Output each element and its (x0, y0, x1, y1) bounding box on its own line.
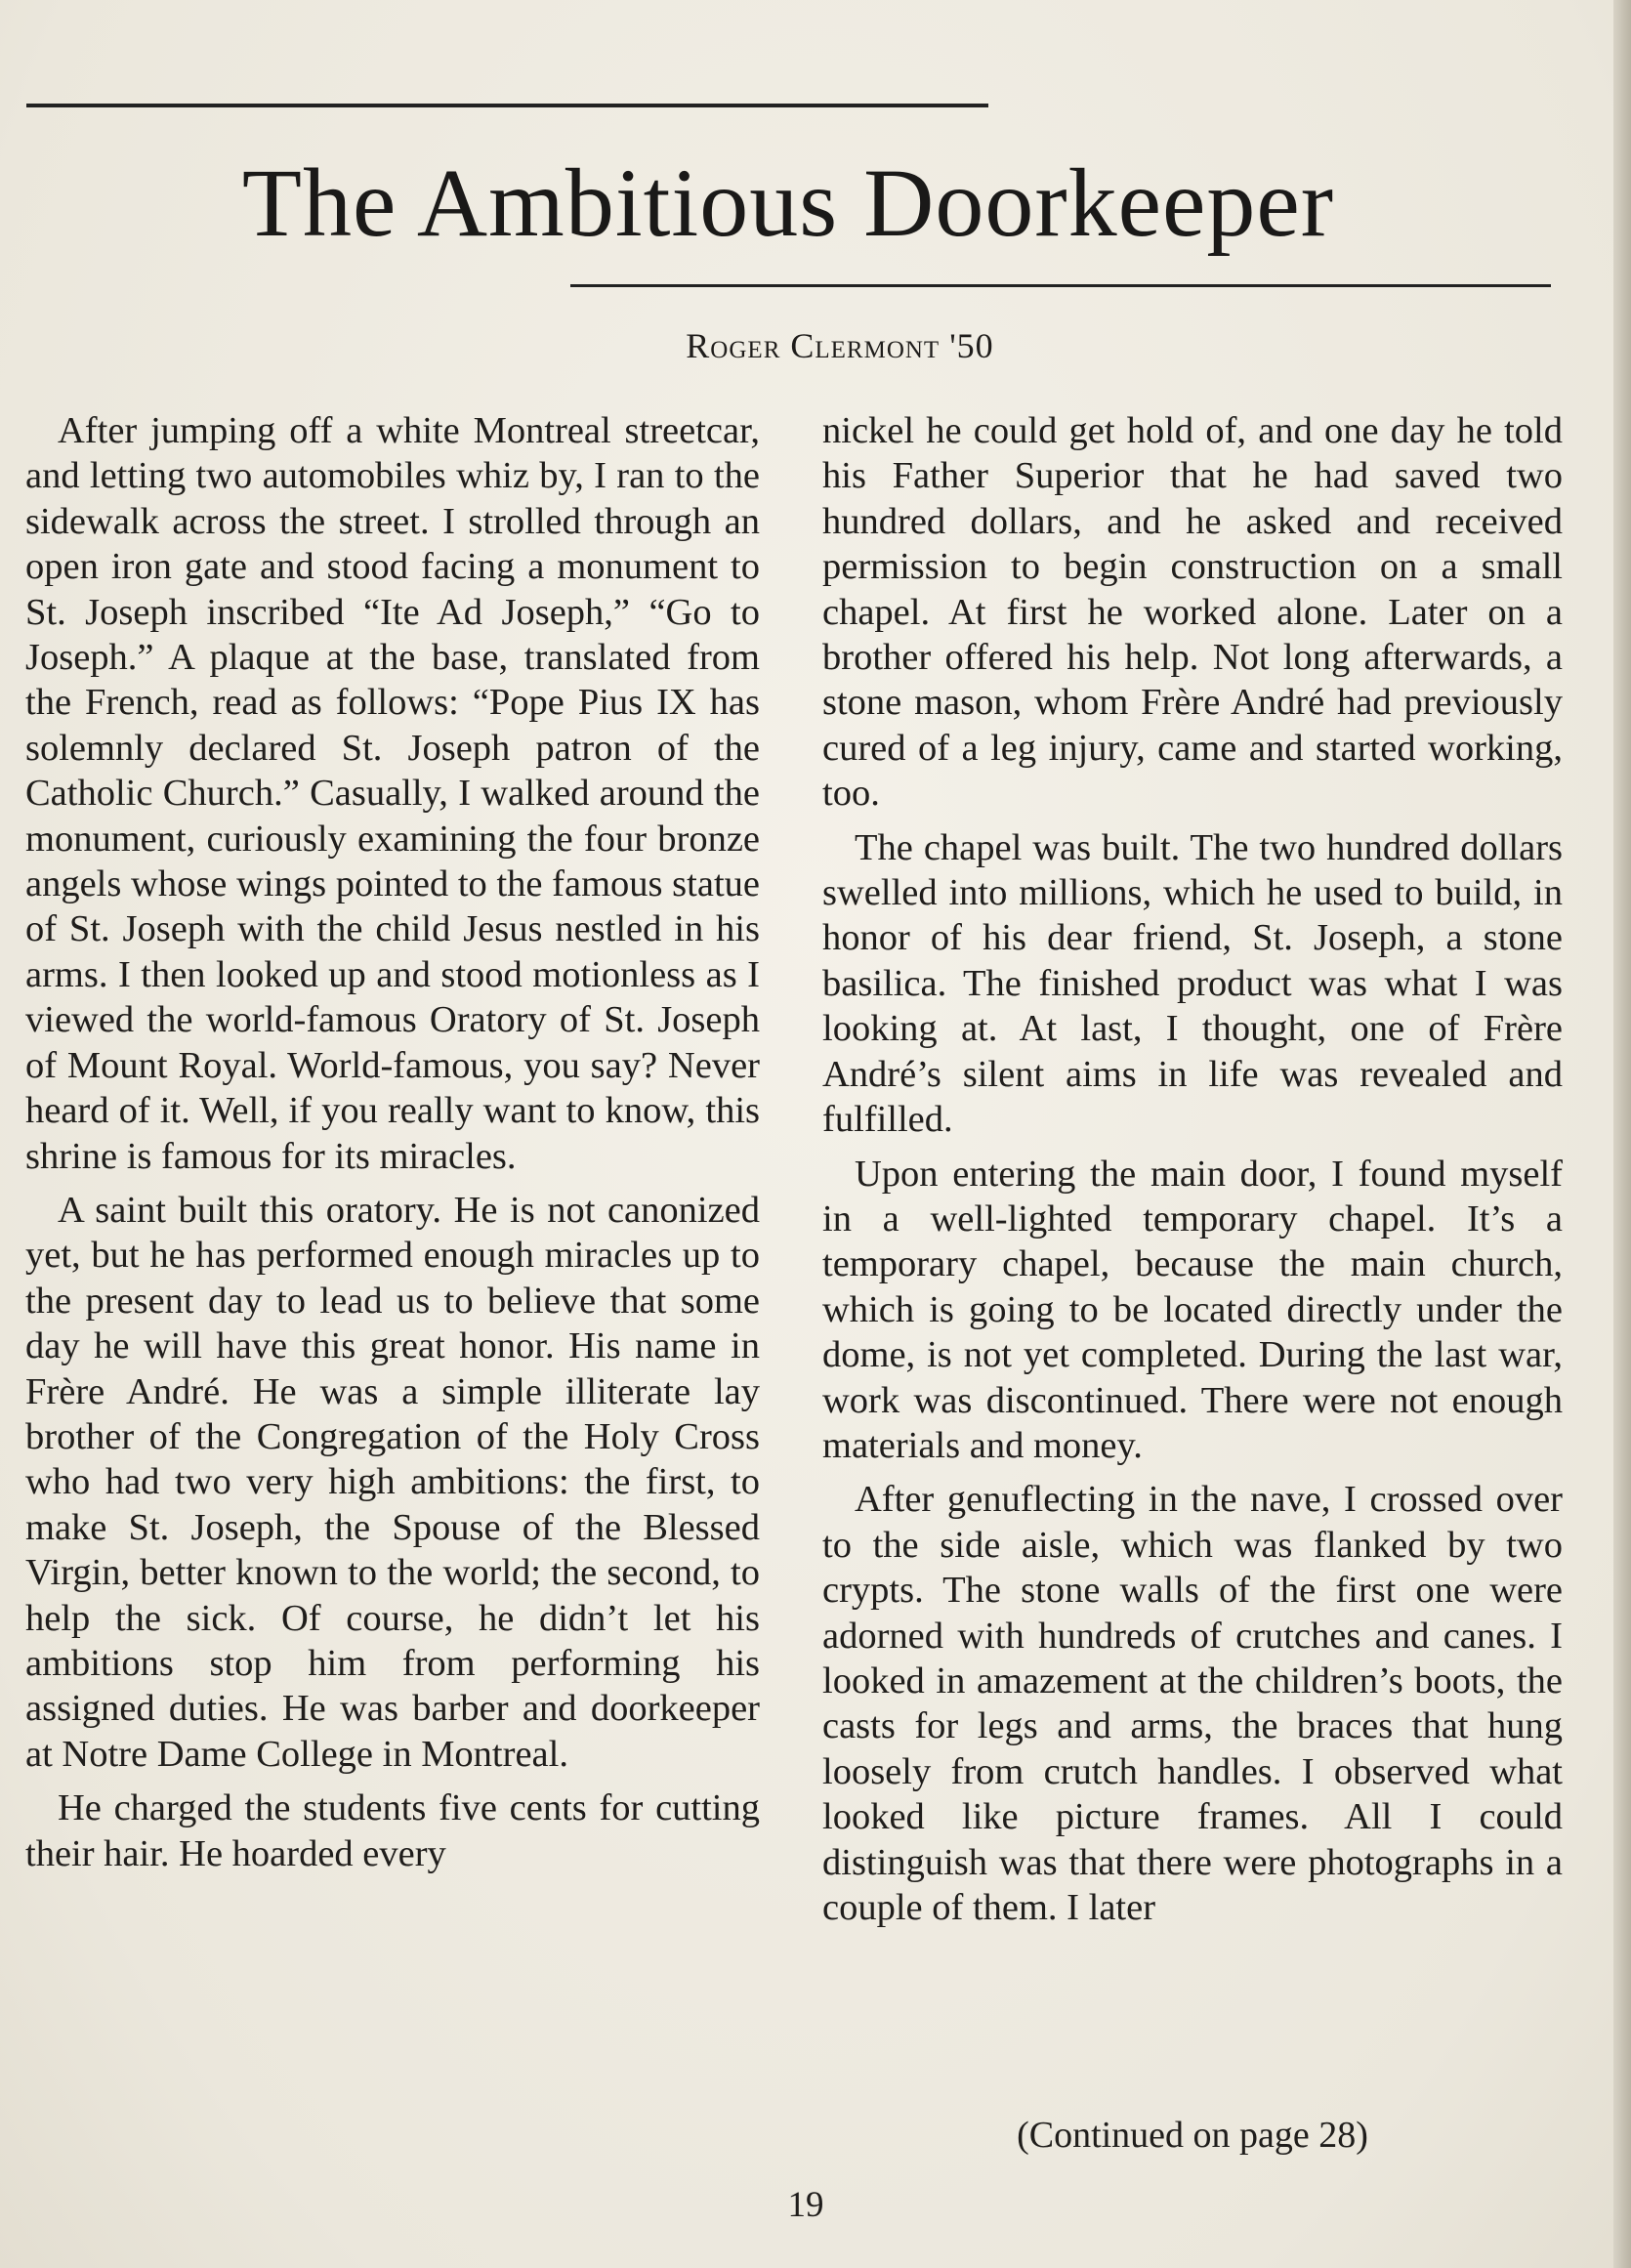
paragraph: After jumping off a white Montreal streetcar, and letting two automobiles whiz by, I ran to the sidewalk across the street. I strolled through an open iron gate and stood facing a monument to St. Joseph inscribed “Ite Ad Joseph,” “Go to Joseph.” A plaque at the base, translated from the French, read as follows: “Pope Pius IX has solemnly declared St. Joseph patron of the Catholic Church.” Casually, I walked around the monument, curiously examining the four bronze angels whose wings pointed to the famous statue of St. Joseph with the child Jesus nestled in his arms. I then looked up and stood motionless as I viewed the world-famous Oratory of St. Joseph of Mount Royal. World-famous, you say? Never heard of it. Well, if you really want to know, this shrine is famous for its miracles. (25, 410, 760, 1177)
paragraph: He charged the students five cents for cutting their hair. He hoarded every (25, 1787, 760, 1874)
paragraph: nickel he could get hold of, and one day he told his Father Superior that he had saved two hundred dollars, and he asked and received permission to begin construction on a small chapel. At first he worked alone. Later on a brother offered his help. Not long afterwards, a stone mason, whom Frère André had previously cured of a leg injury, came and started working, too. (822, 410, 1563, 815)
page-number: 19 (787, 2185, 824, 2225)
title-underline-rule (570, 284, 1551, 287)
top-rule (26, 104, 988, 107)
paragraph: After genuflecting in the nave, I crossed over to the side aisle, which was flanked by two crypts. The stone walls of the first one were adorned with hundreds of crutches and canes. I looked in amazement at the children’s boots, the casts for legs and arms, the braces that hung loosely from crutch handles. I observed what looked like picture frames. All I could distinguish was that there were photographs in a couple of them. I later (822, 1479, 1563, 1928)
left-column (25, 408, 760, 1885)
page-edge-shadow (1613, 0, 1631, 2268)
paragraph: Upon entering the main door, I found myself in a well-lighted temporary chapel. It’s a temporary chapel, because the main church, which is going to be located directly under the dome, is not yet completed. During the last war, work was discontinued. There were not enough materials and money. (822, 1153, 1563, 1466)
right-column (822, 408, 1563, 1939)
article-title: The Ambitious Doorkeeper (241, 148, 1335, 257)
continued-notice: (Continued on page 28) (1017, 2115, 1368, 2156)
paragraph: A saint built this oratory. He is not canonized yet, but he has performed enough miracles up to the present day to lead us to believe that some day he will have this great honor. His name in Frère André. He was a simple illiterate lay brother of the Congregation of the Holy Cross who had two very high ambitions: the first, to make St. Joseph, the Spouse of the Blessed Virgin, better known to the world; the second, to help the sick. Of course, he didn’t let his ambitions stop him from performing his assigned duties. He was barber and doorkeeper at Notre Dame College in Montreal. (25, 1189, 760, 1775)
author-byline: Roger Clermont '50 (686, 326, 994, 365)
paragraph: The chapel was built. The two hundred dollars swelled into millions, which he used to build, in honor of his dear friend, St. Joseph, a stone basilica. The finished product was what I was looking at. At last, I thought, one of Frère André’s silent aims in life was revealed and fulfilled. (822, 826, 1563, 1141)
